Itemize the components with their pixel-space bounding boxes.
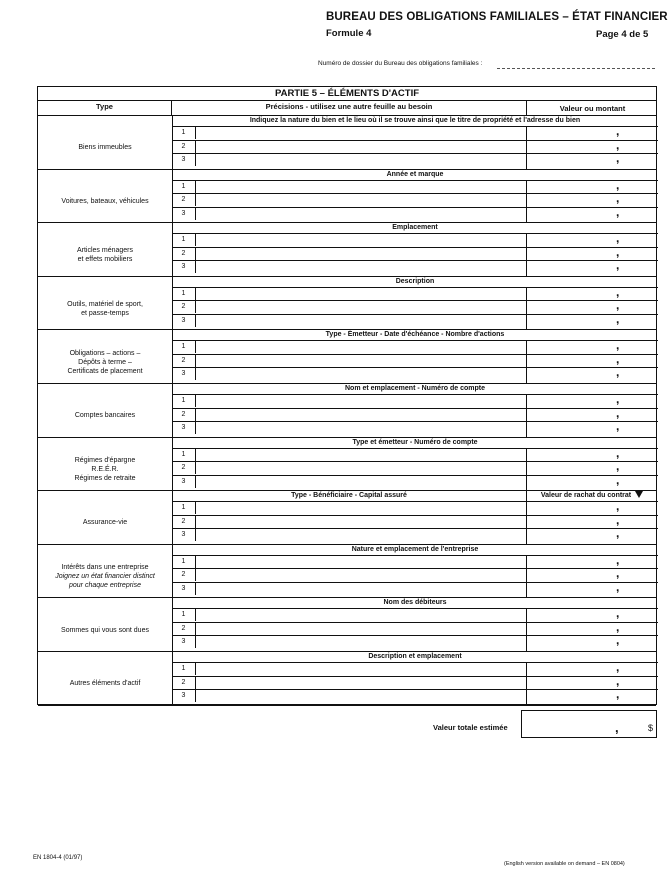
column-header-type: Type (38, 101, 172, 116)
value-comma: , (616, 566, 620, 581)
details-field[interactable] (196, 663, 526, 675)
details-field[interactable] (196, 636, 526, 648)
value-field[interactable] (526, 191, 658, 206)
asset-type-note: Joignez un état financier distinct (55, 573, 155, 581)
asset-section (38, 277, 656, 331)
value-field[interactable] (526, 124, 658, 139)
details-field[interactable] (196, 395, 526, 407)
value-field[interactable] (526, 258, 658, 273)
value-comma: , (616, 204, 620, 219)
details-field[interactable] (196, 355, 526, 367)
value-comma: , (616, 231, 620, 246)
details-field[interactable] (196, 529, 526, 541)
form-title: BUREAU DES OBLIGATIONS FAMILIALES – ÉTAT FINANCIER (326, 11, 668, 23)
asset-rows (172, 284, 658, 331)
details-field[interactable] (196, 623, 526, 635)
asset-type-label (38, 126, 172, 170)
asset-type-line: et passe-temps (81, 309, 129, 317)
table-row (172, 284, 658, 300)
asset-type-label (38, 340, 172, 384)
asset-section (38, 545, 656, 599)
details-field[interactable] (196, 301, 526, 313)
details-field[interactable] (196, 409, 526, 421)
assets-table (37, 86, 657, 705)
value-comma: , (616, 419, 620, 433)
row-number: 1 (172, 395, 196, 407)
asset-type-label (38, 287, 172, 331)
value-field[interactable] (526, 673, 658, 689)
value-field[interactable] (526, 338, 658, 353)
value-comma: , (616, 151, 620, 165)
value-comma: , (616, 526, 620, 541)
part-title: PARTIE 5 – ÉLÉMENTS D'ACTIF (38, 87, 656, 101)
value-comma: , (616, 405, 620, 420)
table-row (172, 421, 658, 434)
asset-section (38, 170, 656, 224)
details-field[interactable] (196, 181, 526, 193)
value-field[interactable] (526, 151, 658, 166)
value-field[interactable] (526, 231, 658, 246)
row-number: 3 (172, 476, 196, 488)
details-field[interactable] (196, 315, 526, 327)
file-number-field[interactable] (497, 68, 655, 69)
value-field[interactable] (526, 606, 658, 621)
asset-section (38, 491, 656, 545)
asset-rows (172, 126, 658, 170)
asset-type-line: Articles ménagers (76, 246, 134, 254)
table-row (172, 193, 658, 206)
row-number: 1 (172, 288, 196, 300)
value-field[interactable] (526, 298, 658, 313)
table-row (172, 608, 658, 621)
asset-rows (172, 177, 658, 224)
value-comma: , (616, 512, 620, 527)
details-field[interactable] (196, 583, 526, 595)
table-row (172, 673, 658, 689)
details-field[interactable] (196, 127, 526, 139)
asset-type-line: Outils, matériel de sport, (67, 300, 143, 308)
value-comma: , (616, 619, 620, 634)
column-header-row (38, 101, 656, 116)
value-divider (526, 287, 527, 331)
value-field[interactable] (526, 204, 658, 220)
details-field[interactable] (196, 141, 526, 153)
asset-type-label (38, 555, 172, 599)
value-comma: , (616, 124, 620, 138)
value-divider (526, 233, 527, 277)
details-field[interactable] (196, 502, 526, 514)
asset-section (38, 116, 656, 170)
row-number: 2 (172, 677, 196, 689)
asset-type-label (38, 501, 172, 545)
asset-rows (172, 662, 658, 706)
value-field[interactable] (526, 552, 658, 568)
section-heading: Description et emplacement (368, 653, 462, 660)
table-row (172, 512, 658, 528)
row-number: 1 (172, 341, 196, 353)
details-field[interactable] (196, 422, 526, 434)
row-number: 1 (172, 663, 196, 675)
value-comma: , (616, 499, 620, 514)
section-heading: Nature et emplacement de l'entreprise (351, 545, 479, 553)
value-field[interactable] (526, 392, 658, 407)
section-heading: Nom des débiteurs (383, 599, 447, 607)
row-number: 3 (172, 636, 196, 648)
value-field[interactable] (526, 660, 658, 675)
value-field[interactable] (526, 512, 658, 528)
details-field[interactable] (196, 194, 526, 206)
details-field[interactable] (196, 208, 526, 220)
value-comma: , (616, 351, 620, 366)
row-number: 1 (172, 234, 196, 246)
table-row (172, 689, 658, 702)
row-number: 2 (172, 248, 196, 260)
total-label: Valeur totale estimée (433, 723, 508, 732)
row-number: 1 (172, 181, 196, 193)
table-row (172, 233, 658, 246)
value-comma: , (616, 258, 620, 273)
arrow-down-icon (635, 491, 643, 498)
table-row (172, 635, 658, 648)
value-comma: , (616, 660, 620, 674)
asset-rows (172, 340, 658, 384)
value-field[interactable] (526, 365, 658, 380)
column-header-details: Précisions - utilisez une autre feuille au besoin (265, 102, 433, 111)
value-field[interactable] (526, 526, 658, 541)
form-number: Formule 4 (326, 28, 372, 39)
asset-type-label (38, 662, 172, 706)
details-field[interactable] (196, 609, 526, 621)
value-field[interactable] (526, 445, 658, 461)
value-field[interactable] (526, 405, 658, 421)
details-field[interactable] (196, 288, 526, 300)
value-comma: , (616, 472, 620, 487)
value-comma: , (616, 137, 620, 152)
details-field[interactable] (196, 154, 526, 166)
value-divider (526, 608, 527, 652)
value-comma: , (616, 298, 620, 313)
asset-type-line: Intérêts dans une entreprise (61, 564, 149, 572)
table-row (172, 367, 658, 380)
value-divider (526, 662, 527, 706)
asset-type-line: Sommes qui vous sont dues (61, 626, 149, 634)
total-value-field[interactable] (521, 710, 657, 738)
section-heading: Description (395, 277, 435, 285)
value-divider (526, 491, 527, 545)
table-row (172, 244, 658, 260)
row-number: 2 (172, 301, 196, 313)
table-row (172, 552, 658, 568)
value-field[interactable] (526, 687, 658, 702)
value-field[interactable] (526, 619, 658, 635)
value-divider (526, 448, 527, 492)
value-comma: , (616, 338, 620, 353)
table-row (172, 137, 658, 153)
section-heading: Emplacement (392, 224, 438, 232)
asset-rows (172, 608, 658, 652)
asset-rows (172, 233, 658, 277)
details-field[interactable] (196, 569, 526, 581)
value-field[interactable] (526, 244, 658, 260)
value-field[interactable] (526, 351, 658, 367)
row-number: 3 (172, 368, 196, 380)
section-heading: Indiquez la nature du bien et le lieu où il se trouve ainsi que le titre de propriété et l'adresse du bien (249, 117, 581, 124)
row-number: 3 (172, 154, 196, 166)
details-field[interactable] (196, 556, 526, 568)
total-comma: , (615, 720, 619, 735)
asset-type-line: Régimes d'épargne (74, 456, 136, 464)
table-row (172, 619, 658, 635)
section-heading: Année et marque (386, 170, 444, 178)
row-number: 3 (172, 529, 196, 541)
table-row (172, 472, 658, 488)
table-row (172, 340, 658, 353)
value-comma: , (616, 673, 620, 688)
value-comma: , (616, 311, 620, 326)
table-row (172, 568, 658, 581)
details-field[interactable] (196, 449, 526, 461)
asset-type-label (38, 394, 172, 438)
table-row (172, 126, 658, 139)
value-comma: , (616, 244, 620, 259)
asset-type-label (38, 233, 172, 277)
asset-type-line: Autres éléments d'actif (69, 680, 141, 688)
table-row (172, 662, 658, 675)
asset-type-line: Biens immeubles (78, 144, 132, 152)
row-number: 3 (172, 690, 196, 702)
table-row (172, 528, 658, 541)
row-number: 2 (172, 194, 196, 206)
section-value-heading-text: Valeur de rachat du contrat (540, 492, 632, 500)
row-number: 1 (172, 556, 196, 568)
table-row (172, 177, 658, 193)
asset-type-line: Assurance-vie (82, 519, 128, 527)
value-comma: , (616, 445, 620, 460)
value-field[interactable] (526, 137, 658, 153)
value-comma: , (616, 191, 620, 206)
details-field[interactable] (196, 462, 526, 474)
asset-section (38, 223, 656, 277)
value-field[interactable] (526, 579, 658, 595)
row-number: 1 (172, 127, 196, 139)
value-field[interactable] (526, 499, 658, 514)
asset-section (38, 438, 656, 492)
asset-type-line: Voitures, bateaux, véhicules (61, 197, 149, 205)
table-row (172, 461, 658, 474)
asset-type-line: R.E.É.R. (91, 465, 119, 473)
value-field[interactable] (526, 419, 658, 434)
asset-type-label (38, 180, 172, 224)
asset-section (38, 384, 656, 438)
value-comma: , (616, 284, 620, 299)
section-value-heading (526, 491, 658, 501)
asset-rows (172, 445, 658, 492)
section-heading: Type et émetteur - Numéro de compte (352, 438, 478, 446)
value-field[interactable] (526, 459, 658, 474)
asset-section (38, 652, 656, 706)
asset-type-line: Régimes de retraite (74, 474, 136, 482)
section-heading: Type - Émetteur - Date d'échéance - Nombre d'actions (325, 331, 505, 339)
asset-type-label (38, 448, 172, 492)
details-field[interactable] (196, 341, 526, 353)
value-field[interactable] (526, 472, 658, 488)
row-number: 1 (172, 449, 196, 461)
table-row (172, 300, 658, 313)
row-number: 3 (172, 261, 196, 273)
row-number: 3 (172, 315, 196, 327)
table-row (172, 405, 658, 421)
asset-rows (172, 552, 658, 599)
asset-type-note: pour chaque entreprise (69, 582, 141, 590)
asset-type-label (38, 608, 172, 652)
table-row (172, 153, 658, 166)
value-comma: , (616, 633, 620, 648)
row-number: 2 (172, 516, 196, 528)
value-comma: , (616, 392, 620, 406)
table-row (172, 394, 658, 407)
total-currency: $ (648, 723, 654, 733)
asset-type-line: Dépôts à terme – (78, 358, 132, 366)
details-field[interactable] (196, 690, 526, 702)
details-field[interactable] (196, 516, 526, 528)
details-field[interactable] (196, 248, 526, 260)
page-number: Page 4 de 5 (596, 29, 649, 40)
value-field[interactable] (526, 633, 658, 648)
asset-rows (172, 394, 658, 438)
value-comma: , (616, 552, 620, 567)
value-field[interactable] (526, 284, 658, 300)
details-field[interactable] (196, 234, 526, 246)
value-comma: , (616, 579, 620, 594)
value-comma: , (616, 365, 620, 380)
asset-type-line: Obligations – actions – (69, 349, 141, 357)
value-comma: , (616, 177, 620, 192)
english-version-note: (English version available on demand – EN 0804) (504, 861, 625, 867)
row-number: 3 (172, 208, 196, 220)
asset-type-line: et effets mobiliers (77, 255, 133, 263)
row-number: 2 (172, 355, 196, 367)
row-number: 2 (172, 409, 196, 421)
value-comma: , (616, 606, 620, 621)
value-comma: , (616, 459, 620, 474)
section-heading: Type - Bénéficiaire - Capital assuré (291, 492, 407, 500)
table-row (172, 579, 658, 595)
value-divider (526, 340, 527, 384)
value-divider (526, 180, 527, 224)
row-number: 2 (172, 462, 196, 474)
value-field[interactable] (526, 311, 658, 327)
value-divider (526, 126, 527, 170)
row-number: 2 (172, 569, 196, 581)
details-field[interactable] (196, 368, 526, 380)
asset-rows (172, 501, 658, 545)
table-row (172, 445, 658, 461)
row-number: 2 (172, 623, 196, 635)
table-row (172, 351, 658, 367)
asset-section (38, 330, 656, 384)
row-number: 3 (172, 422, 196, 434)
column-header-value: Valeur ou montant (526, 101, 658, 116)
table-row (172, 501, 658, 514)
asset-type-line: Certificats de placement (67, 367, 143, 375)
table-row (172, 311, 658, 327)
details-field[interactable] (196, 677, 526, 689)
table-row (172, 260, 658, 273)
value-divider (526, 555, 527, 599)
value-comma: , (616, 687, 620, 701)
asset-type-line: Comptes bancaires (74, 412, 136, 420)
row-number: 2 (172, 141, 196, 153)
form-code: EN 1804-4 (01/97) (33, 855, 83, 861)
asset-section (38, 598, 656, 652)
value-divider (526, 394, 527, 438)
details-field[interactable] (196, 476, 526, 488)
file-number-label: Numéro de dossier du Bureau des obligations familiales : (318, 60, 483, 67)
table-row (172, 204, 658, 220)
value-field[interactable] (526, 177, 658, 193)
row-number: 3 (172, 583, 196, 595)
details-field[interactable] (196, 261, 526, 273)
value-field[interactable] (526, 566, 658, 581)
section-heading: Nom et emplacement - Numéro de compte (344, 385, 486, 392)
row-number: 1 (172, 609, 196, 621)
row-number: 1 (172, 502, 196, 514)
